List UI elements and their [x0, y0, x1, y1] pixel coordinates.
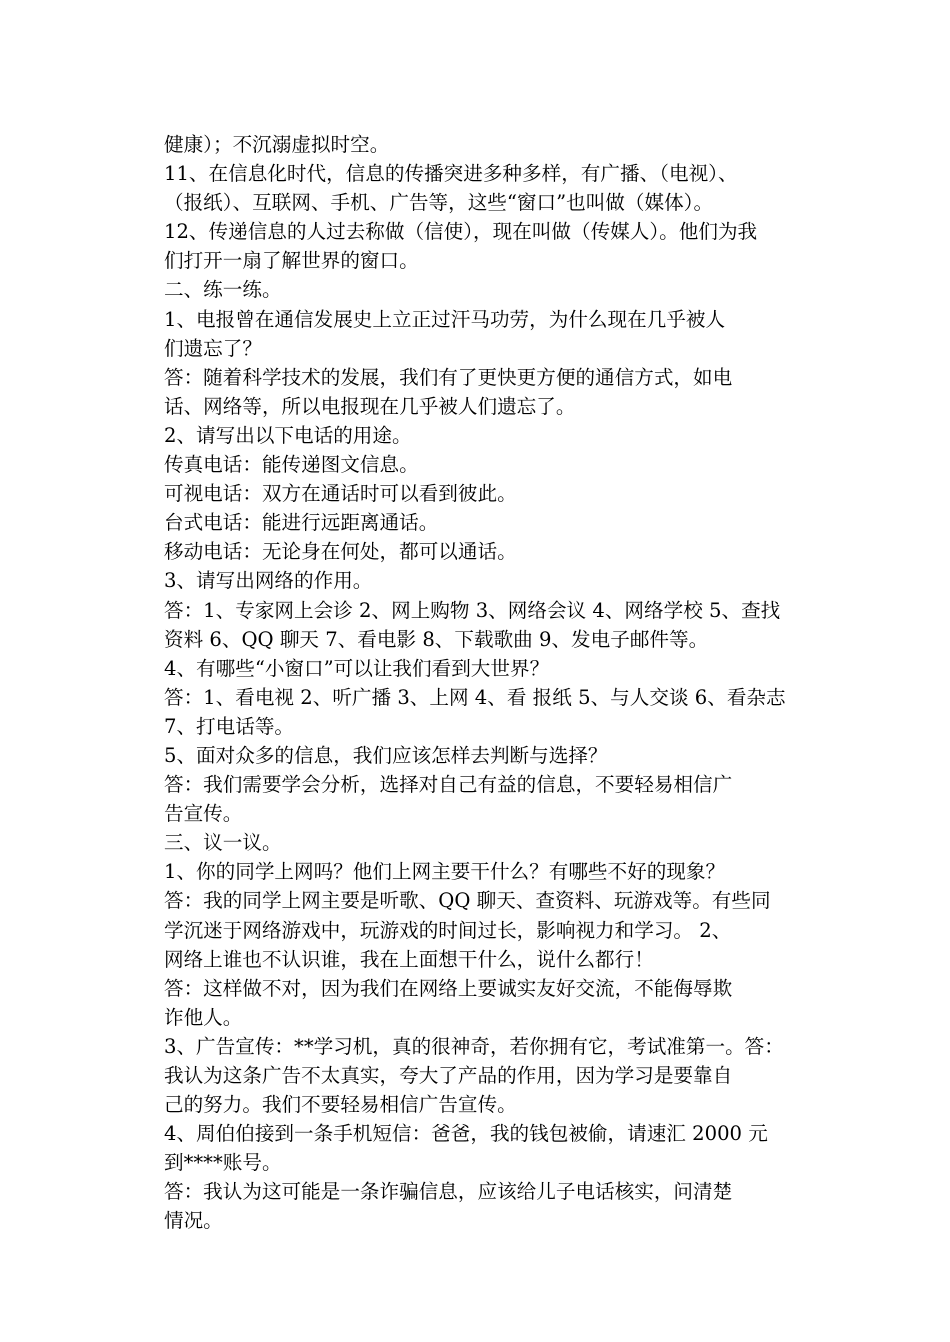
question-line: 4、周伯伯接到一条手机短信：爸爸，我的钱包被偷，请速汇 2000 元: [164, 1122, 768, 1146]
question-line: 4、有哪些“小窗口”可以让我们看到大世界？: [164, 656, 550, 680]
answer-line: 话、网络等，所以电报现在几乎被人们遗忘了。: [164, 394, 576, 418]
answer-line: 答：1、看电视 2、听广播 3、上网 4、看 报纸 5、与人交谈 6、看杂志: [164, 685, 786, 709]
question-line: 到****账号。: [164, 1151, 282, 1175]
answer-line: 我认为这条广告不太真实，夸大了产品的作用，因为学习是要靠自: [164, 1064, 733, 1087]
answer-line: 己的努力。我们不要轻易相信广告宣传。: [164, 1093, 517, 1117]
text-line: 12、传递信息的人过去称做（信使），现在叫做（传媒人）。他们为我: [164, 220, 758, 244]
answer-line: 告宣传。: [164, 802, 243, 826]
question-line: 网络上谁也不认识谁，我在上面想干什么，说什么都行！: [164, 947, 654, 971]
question-line: 1、电报曾在通信发展史上立正过汗马功劳，为什么现在几乎被人: [164, 307, 726, 331]
answer-line: 答：我认为这可能是一条诈骗信息，应该给儿子电话核实，问清楚: [164, 1180, 733, 1204]
question-line: 1、你的同学上网吗？他们上网主要干什么？有哪些不好的现象？: [164, 860, 726, 884]
answer-line: 7、打电话等。: [164, 714, 295, 738]
answer-line: 传真电话：能传递图文信息。: [164, 453, 419, 477]
question-line: 3、请写出网络的作用。: [164, 569, 373, 593]
document-page: [164, 130, 788, 1236]
question-line: 3、广告宣传：**学习机，真的很神奇，若你拥有它，考试准第一。答：: [164, 1034, 784, 1058]
answer-line: 资料 6、QQ 聊天 7、看电影 8、下载歌曲 9、发电子邮件等。: [164, 627, 709, 651]
answer-line: 答：我的同学上网主要是听歌、QQ 聊天、查资料、玩游戏等。有些同: [164, 889, 771, 913]
answer-line: 可视电话：双方在通话时可以看到彼此。: [164, 482, 517, 506]
answer-line: 答：1、专家网上会诊 2、网上购物 3、网络会议 4、网络学校 5、查找: [164, 598, 781, 622]
section-heading: 二、练一练。: [164, 278, 282, 302]
answer-line: 答：这样做不对，因为我们在网络上要诚实友好交流，不能侮辱欺: [164, 976, 733, 1000]
answer-line: 情况。: [164, 1209, 223, 1233]
answer-line: 答：随着科学技术的发展，我们有了更快更方便的通信方式，如电: [164, 365, 733, 389]
section-heading: 三、议一议。: [164, 831, 282, 855]
question-line: 们遗忘了？: [164, 336, 262, 360]
text-line: 们打开一扇了解世界的窗口。: [164, 249, 419, 273]
question-line: 5、面对众多的信息，我们应该怎样去判断与选择？: [164, 743, 608, 767]
text-line: 健康）；不沉溺虚拟时空。: [164, 133, 390, 156]
question-line: 2、请写出以下电话的用途。: [164, 423, 412, 447]
text-line: 11、在信息化时代，信息的传播突进多种多样，有广播、（电视）、: [164, 162, 738, 186]
answer-line: 诈他人。: [164, 1005, 243, 1029]
answer-line: 台式电话：能进行远距离通话。: [164, 511, 439, 535]
answer-line: 移动电话：无论身在何处，都可以通话。: [164, 540, 517, 564]
text-line: （报纸）、互联网、手机、广告等，这些“窗口”也叫做（媒体）。: [164, 191, 714, 215]
answer-line: 答：我们需要学会分析，选择对自己有益的信息，不要轻易相信广: [164, 773, 733, 797]
answer-line: 学沉迷于网络游戏中，玩游戏的时间过长，影响视力和学习。 2、: [164, 918, 732, 942]
